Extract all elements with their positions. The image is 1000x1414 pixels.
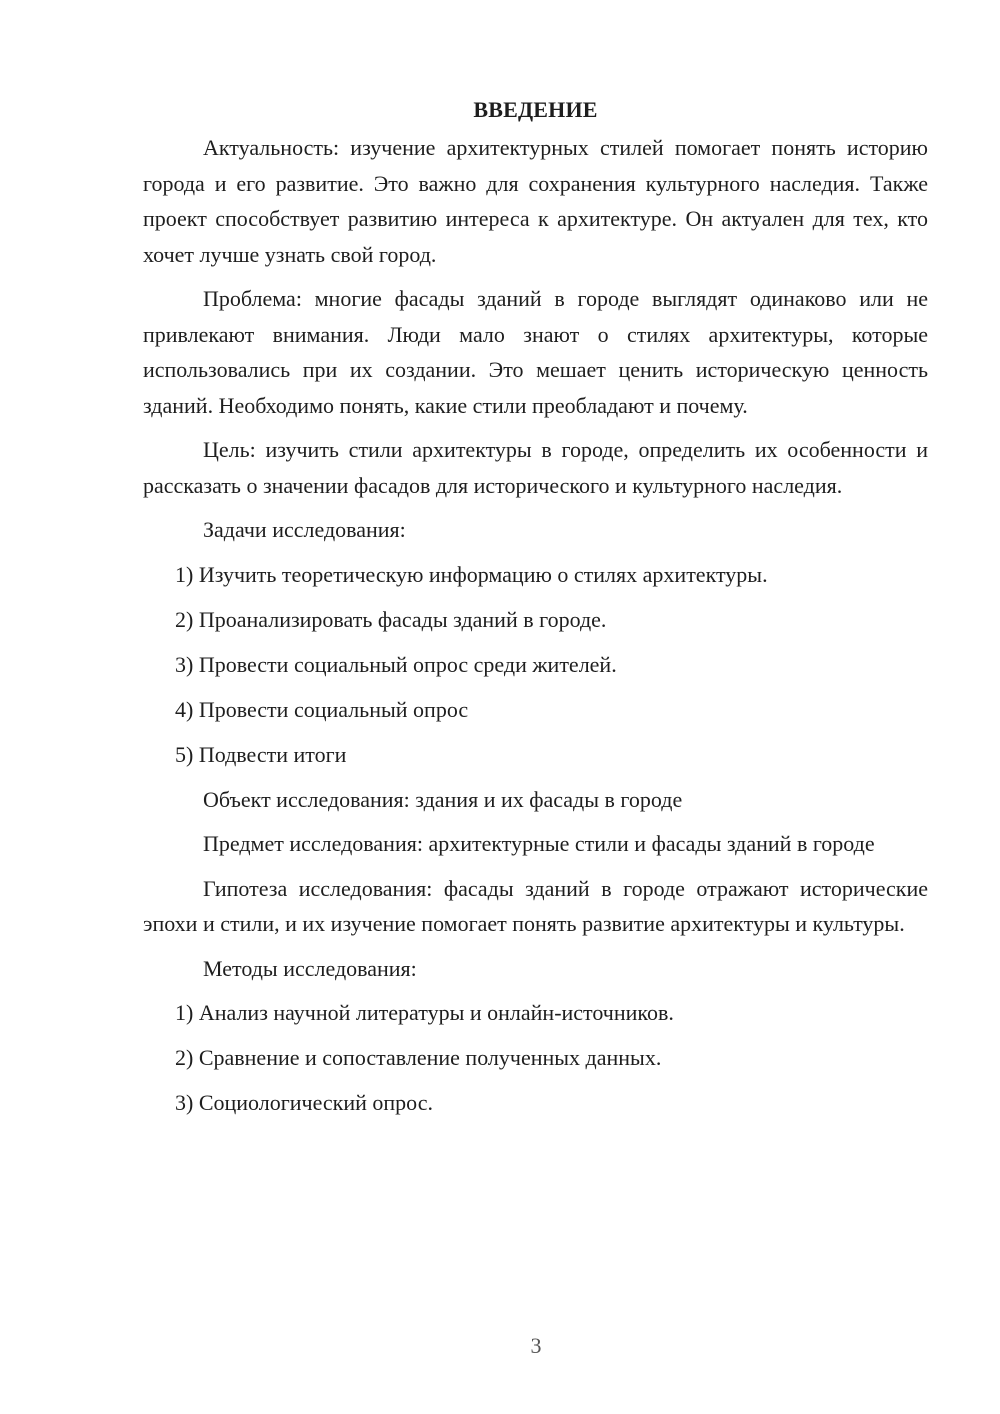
problem-paragraph: Проблема: многие фасады зданий в городе выглядят одинаково или не привлекают внимания. Люди мало знают о стилях архитектуры, которые использовались при их создании. Это мешает ценить историческую ценность зданий. Необходимо понять, какие стили преобладают и почему. (143, 286, 928, 418)
task-item-4: 4) Провести социальный опрос (175, 696, 469, 722)
method-item-3: 3) Социологический опрос. (175, 1090, 433, 1115)
subject-paragraph: Предмет исследования: архитектурные стили и фасады зданий в городе (203, 831, 875, 856)
method-item-1: 1) Анализ научной литературы и онлайн-источников. (175, 1000, 674, 1025)
hypothesis-paragraph: Гипотеза исследования: фасады зданий в городе отражают исторические эпохи и стили, и их изучение помогает понять развитие архитектуры и культуры. (143, 875, 928, 936)
task-item-1: 1) Изучить теоретическую информацию о стилях архитектуры. (175, 561, 768, 587)
tasks-heading: Задачи исследования: (203, 517, 406, 542)
object-paragraph: Объект исследования: здания и их фасады в городе (203, 786, 683, 812)
section-title: ВВЕДЕНИЕ (473, 97, 598, 122)
page-content (143, 93, 928, 1130)
task-item-5: 5) Подвести итоги (175, 741, 347, 767)
method-item-2: 2) Сравнение и сопоставление полученных данных. (175, 1045, 662, 1070)
methods-heading: Методы исследования: (203, 955, 417, 981)
task-item-2: 2) Проанализировать фасады зданий в городе. (175, 606, 607, 632)
task-item-3: 3) Провести социальный опрос среди жителей. (175, 651, 617, 677)
goal-paragraph: Цель: изучить стили архитектуры в городе, определить их особенности и рассказать о значении фасадов для исторического и культурного наследия. (143, 437, 928, 498)
relevance-paragraph: Актуальность: изучение архитектурных стилей помогает понять историю города и его развитие. Это важно для сохранения культурного наследия. Также проект способствует развитию интереса к архитектуре. Он актуален для тех, кто хочет лучше узнать свой город. (143, 135, 928, 267)
page-number: 3 (530, 1333, 542, 1358)
